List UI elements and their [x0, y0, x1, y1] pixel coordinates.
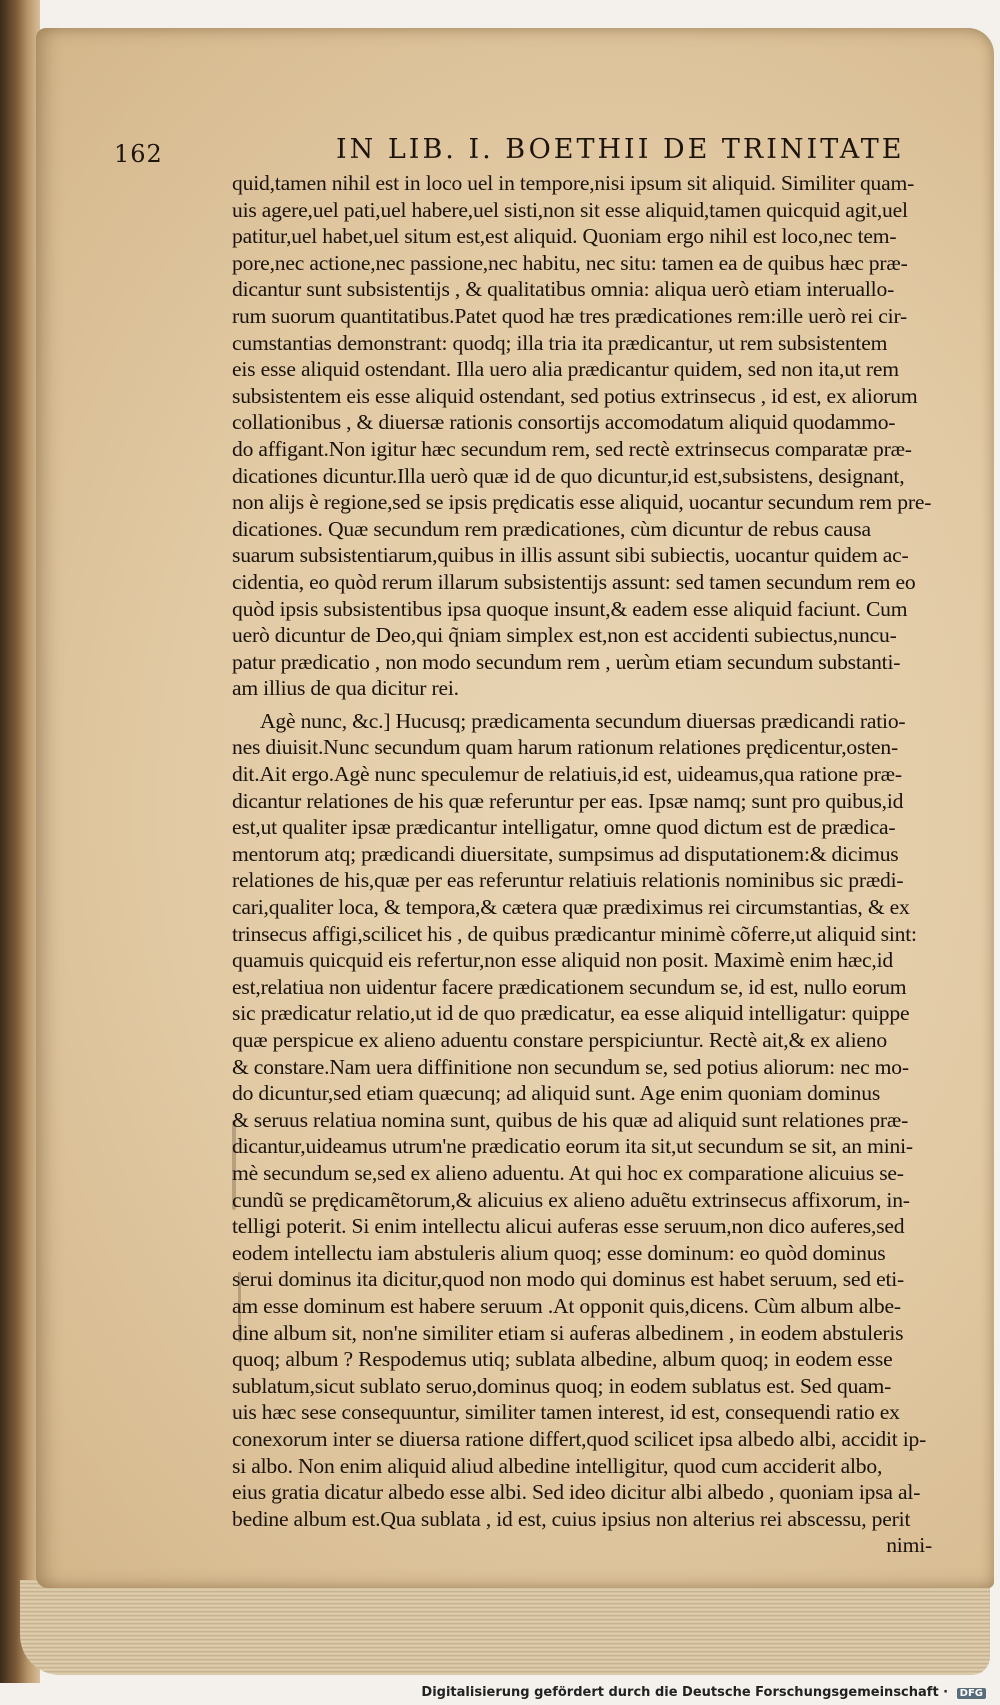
- text-line: bedine album est.Qua sublata , id est, cuius ipsius non alterius rei abscessu, perit: [232, 1506, 911, 1531]
- text-line: quòd ipsis subsistentibus ipsa quoque insunt,& eadem esse aliquid faciunt. Cum: [232, 596, 908, 621]
- text-line: mentorum atq; prædicandi diuersitate, sumpsimus ad disputationem:& dicimus: [232, 841, 899, 866]
- folio-number: 162: [114, 140, 163, 168]
- text-line: dicationes dicuntur.Illa uerò quæ id de quo dicuntur,id est,subsistens, designant,: [232, 463, 905, 488]
- text-line: patur prædicatio , non modo secundum rem , uerùm etiam secundum substanti-: [232, 649, 901, 674]
- text-line: telligi poterit. Si enim intellectu alicui auferas esse seruum,non dico auferes,sed: [232, 1214, 905, 1239]
- text-line: serui dominus ita dicitur,quod non modo qui dominus est habet seruum, sed eti-: [232, 1267, 905, 1292]
- text-line: am esse dominum est habere seruum .At opponit quis,dicens. Cùm album albe-: [232, 1293, 901, 1318]
- text-line: uerò dicuntur de Deo,qui q̃niam simplex est,non est accidenti subiectus,nuncu-: [232, 623, 897, 648]
- text-line: nes diuisit.Nunc secundum quam harum rationum relationes prędicentur,osten-: [232, 735, 898, 760]
- text-line: cumstantias demonstrant: quodq; illa tria ita prædicantur, ut rem subsistentem: [232, 330, 888, 355]
- text-line: si albo. Non enim aliquid aliud albedine intelligitur, quod cum acciderit albo,: [232, 1453, 883, 1478]
- text-line: dicantur sunt subsistentijs , & qualitatibus omnia: aliqua uerò etiam interuallo-: [232, 277, 895, 302]
- text-line: uis agere,uel pati,uel habere,uel sisti,non sit esse aliquid,tamen quicquid agit,uel: [232, 197, 908, 222]
- text-line: relationes de his,quæ per eas referuntur relatiuis relationis nominibus sic prædi-: [232, 868, 904, 893]
- text-line: rum suorum quantitatibus.Patet quod hæ tres prædicationes rem:ille uerò rei cir-: [232, 303, 908, 328]
- text-line: subsistentem eis esse aliquid ostendant, sed potius extrinsecus , id est, ex aliorum: [232, 383, 918, 408]
- book-spine-edge: [0, 0, 40, 1705]
- text-line: am illius de qua dicitur rei.: [232, 676, 459, 701]
- text-line: cundũ se prędicamẽtorum,& alicuius ex alieno aduẽtu extrinsecus affixorum, in-: [232, 1187, 910, 1212]
- text-line: est,relatiua non uidentur facere prædicationem secundum se, id est, nullo eorum: [232, 974, 907, 999]
- text-line: conexorum inter se diuersa ratione differt,quod scilicet ipsa albedo albi, accidit ip-: [232, 1426, 927, 1451]
- page-stack-edge: [20, 1580, 990, 1675]
- text-line: est,ut qualiter ipsæ prædicantur intelligatur, omne quod dictum est de prædica-: [232, 815, 896, 840]
- text-line: trinsecus affigi,scilicet his , de quibus prædicantur minimè cõferre,ut aliquid sint:: [232, 921, 917, 946]
- text-line: & constare.Nam uera diffinitione non secundum se, sed potius aliorum: nec mo-: [232, 1054, 909, 1079]
- text-line: dicantur,uideamus utrum'ne prædicatio eorum ita sit,ut secundum se sit, an mini-: [232, 1134, 913, 1159]
- text-line: cari,qualiter loca, & tempora,& cætera quæ prædiximus rei circumstantias, & ex: [232, 895, 910, 920]
- text-line: dine album sit, non'ne similiter etiam si auferas albedinem , in eodem abstuleris: [232, 1320, 904, 1345]
- body-text: [232, 170, 932, 1559]
- text-line: do dicuntur,sed etiam quæcunq; ad aliquid sunt. Age enim quoniam dominus: [232, 1081, 881, 1106]
- text-line: quid,tamen nihil est in loco uel in tempore,nisi ipsum sit aliquid. Similiter quam-: [232, 171, 915, 195]
- text-line: patitur,uel habet,uel situm est,est aliquid. Quoniam ergo nihil est loco,nec tem-: [232, 224, 897, 249]
- dfg-logo: DFG: [957, 1688, 986, 1699]
- text-line: sublatum,sicut sublato seruo,dominus quoq; in eodem sublatus est. Sed quam-: [232, 1373, 892, 1398]
- text-line: suarum subsistentiarum,quibus in illis assunt sibi subiectis, uocantur quidem ac-: [232, 543, 909, 568]
- text-line: uis hæc sese consequuntur, similiter tamen interest, id est, consequendi ratio ex: [232, 1400, 900, 1425]
- text-line: eis esse aliquid ostendant. Illa uero alia prædicantur quidem, sed non ita,ut rem: [232, 357, 899, 382]
- text-line: eius gratia dicatur albedo esse albi. Sed ideo dicitur albi albedo , quoniam ipsa al-: [232, 1480, 921, 1505]
- running-title: IN LIB. I. BOETHII DE TRINITATE: [336, 134, 905, 165]
- text-line: sic prædicatur relatio,ut id de quo prædicatur, ea esse aliquid intelligatur: quippe: [232, 1001, 910, 1026]
- text-line: quamuis quicquid eis refertur,non esse aliquid non posit. Maximè enim hæc,id: [232, 948, 894, 973]
- text-line: dicationes. Quæ secundum rem prædicationes, cùm dicuntur de rebus causa: [232, 516, 871, 541]
- funding-credit-text: Digitalisierung gefördert durch die Deutsche Forschungsgemeinschaft: [421, 1685, 939, 1700]
- text-line: mè secundum se,sed ex alieno aduentu. At qui hoc ex comparatione alicuius se-: [232, 1160, 904, 1185]
- text-line: quæ perspicue ex alieno aduentu constare perspiciuntur. Rectè ait,& ex alieno: [232, 1028, 887, 1052]
- text-line: non alijs è regione,sed se ipsis prędicatis esse aliquid, uocantur secundum rem pre-: [232, 490, 932, 515]
- text-line: eodem intellectu iam abstuleris alium quoq; esse dominum: eo quòd dominus: [232, 1240, 886, 1265]
- text-line: collationibus , & diuersæ rationis consortijs accomodatum aliquid quodammo-: [232, 410, 896, 435]
- digitization-footer: [0, 1683, 1000, 1705]
- text-line: do affigant.Non igitur hæc secundum rem, sed rectè extrinsecus comparatæ præ-: [232, 436, 912, 461]
- text-line: quoq; album ? Respodemus utiq; sublata albedine, album quoq; in eodem esse: [232, 1347, 893, 1372]
- funding-credit: Digitalisierung gefördert durch die Deutsche Forschungsgemeinschaft · DFG: [421, 1685, 986, 1700]
- text-line: pore,nec actione,nec passione,nec habitu, nec situ: tamen ea de quibus hæc præ-: [232, 250, 908, 275]
- text-line: dicantur relationes de his quæ referuntur per eas. Ipsæ namq; sunt pro quibus,id: [232, 788, 904, 813]
- text-line: dit.Ait ergo.Agè nunc speculemur de relatiuis,id est, uideamus,qua ratione præ-: [232, 762, 902, 787]
- catchword: nimi-: [886, 1533, 932, 1558]
- text-line: cidentia, eo quòd rerum illarum subsistentijs assunt: sed tamen secundum rem eo: [232, 569, 916, 594]
- text-line: & seruus relatiua nomina sunt, quibus de his quæ ad aliquid sunt relationes præ-: [232, 1107, 909, 1132]
- paragraph-start-line: Agè nunc, &c.] Hucusq; prædicamenta secundum diuersas prædicandi ratio-: [260, 708, 906, 733]
